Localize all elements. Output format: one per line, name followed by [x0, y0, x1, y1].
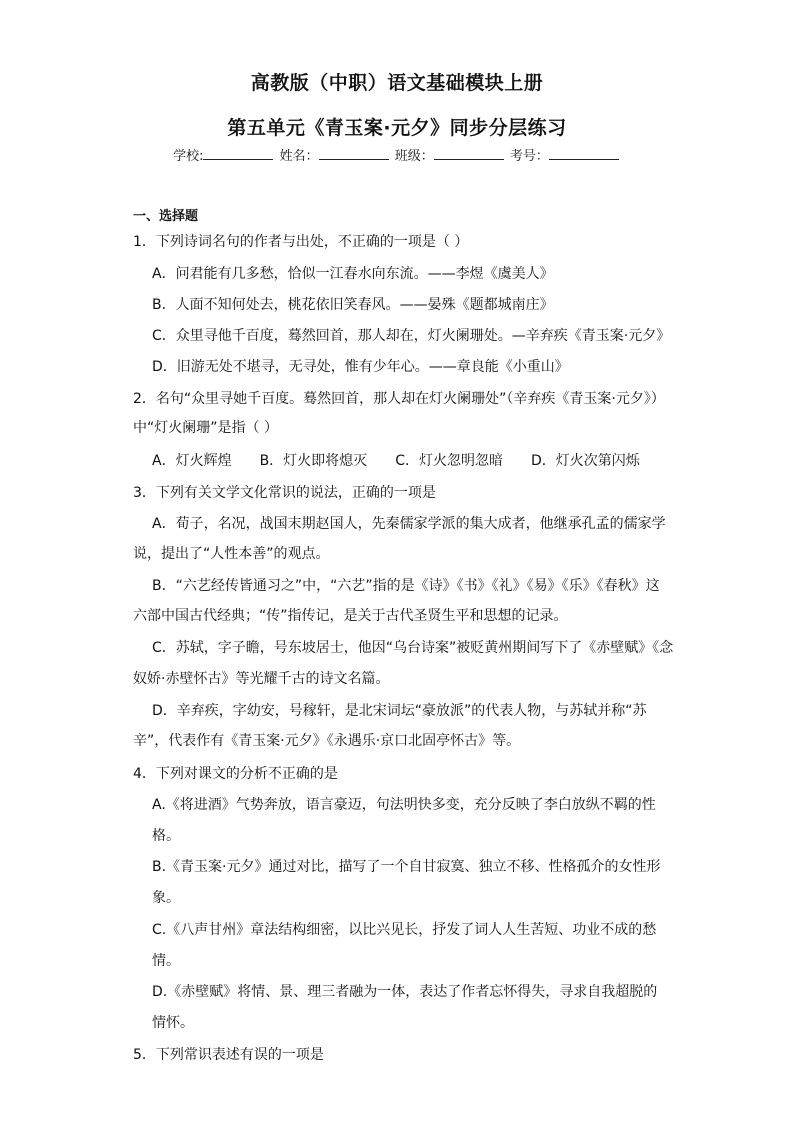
- question-2-stem-line-1: 2．名句“众里寻她千百度。蓦然回首，那人却在灯火阑珊处”（辛弃疾《青玉案·元夕》）: [133, 391, 665, 407]
- question-1-option-a: A．问君能有几多愁，恰似一江春水向东流。——李煜《虞美人》: [152, 266, 554, 282]
- question-4-option-c-line-2: 情。: [152, 953, 180, 969]
- question-3-option-d-line-1: D．辛弃疾，字幼安，号稼轩，是北宋词坛“豪放派”的代表人物，与苏轼并称“苏: [152, 703, 647, 719]
- section-heading: 一、选择题: [133, 209, 199, 224]
- question-1-option-c: C．众里寻他千百度，蓦然回首，那人却在，灯火阑珊处。—辛弃疾《青玉案·元夕》: [152, 328, 671, 344]
- question-5-stem: 5．下列常识表述有误的一项是: [133, 1047, 324, 1063]
- question-2-option-b: B．灯火即将熄灭: [259, 453, 368, 469]
- question-2-option-c: C．灯火忽明忽暗: [395, 453, 503, 469]
- class-blank[interactable]: [434, 147, 504, 160]
- question-2-stem-line-2: 中“灯火阑珊”是指（ ）: [133, 420, 278, 436]
- question-3-option-a-line-2: 说，提出了“人性本善”的观点。: [133, 546, 330, 562]
- question-4-option-c-line-1: C.《八声甘州》章法结构细密，以比兴见长，抒发了词人人生苦短、功业不成的愁: [152, 922, 657, 938]
- question-3-option-b-line-1: B．“六艺经传皆通习之”中，“六艺”指的是《诗》《书》《礼》《易》《乐》《春秋》这: [152, 578, 660, 594]
- student-info-line: [0, 145, 794, 164]
- question-4-option-a-line-2: 格。: [152, 828, 180, 844]
- question-3-option-d-line-2: 辛”，代表作有《青玉案·元夕》《永遇乐·京口北固亭怀古》等。: [133, 733, 521, 749]
- question-2-option-a: A．灯火辉煌: [152, 453, 232, 469]
- name-label: 姓名：: [279, 149, 319, 164]
- question-3-option-c-line-1: C．苏轼，字子瞻，号东坡居士，他因“乌台诗案”被贬黄州期间写下了《赤壁赋》《念: [152, 640, 674, 656]
- question-1-option-d: D．旧游无处不堪寻，无寻处，惟有少年心。——章良能《小重山》: [152, 359, 569, 375]
- question-4-option-d-line-2: 情怀。: [152, 1015, 194, 1031]
- question-4-option-b-line-1: B.《青玉案·元夕》通过对比，描写了一个自甘寂寞、独立不移、性格孤介的女性形: [152, 859, 661, 875]
- question-3-stem: 3．下列有关文学文化常识的说法，正确的一项是: [133, 485, 436, 501]
- class-label: 班级：: [394, 149, 434, 164]
- question-4-option-a-line-1: A.《将进酒》气势奔放，语言豪迈，句法明快多变，充分反映了李白放纵不羁的性: [152, 797, 656, 813]
- question-4-option-d-line-1: D.《赤壁赋》将情、景、理三者融为一体，表达了作者忘怀得失，寻求自我超脱的: [152, 984, 658, 1000]
- document-subtitle: 第五单元《青玉案·元夕》同步分层练习: [227, 117, 567, 139]
- question-4-stem: 4．下列对课文的分析不正确的是: [133, 766, 338, 782]
- question-3-option-c-line-2: 奴娇·赤壁怀古》等光耀千古的诗文名篇。: [133, 671, 390, 687]
- question-2-options: [152, 451, 668, 471]
- exam-number-blank[interactable]: [549, 147, 619, 160]
- exam-number-label: 考号：: [509, 149, 549, 164]
- question-4-option-b-line-2: 象。: [152, 890, 180, 906]
- school-blank[interactable]: [203, 147, 273, 160]
- question-3-option-b-line-2: 六部中国古代经典；“传”指传记，是关于古代圣贤生平和思想的记录。: [133, 608, 568, 624]
- question-2-option-d: D．灯火次第闪烁: [530, 453, 640, 469]
- document-title: 高教版（中职）语文基础模块上册: [250, 72, 544, 94]
- name-blank[interactable]: [319, 147, 389, 160]
- question-3-option-a-line-1: A．荀子，名况，战国末期赵国人，先秦儒家学派的集大成者，他继承孔孟的儒家学: [152, 516, 666, 532]
- question-1-stem: 1．下列诗词名句的作者与出处，不正确的一项是（ ）: [133, 234, 469, 250]
- question-1-option-b: B．人面不知何处去，桃花依旧笑春风。——晏殊《题都城南庄》: [152, 297, 554, 313]
- school-label: 学校:: [173, 149, 204, 164]
